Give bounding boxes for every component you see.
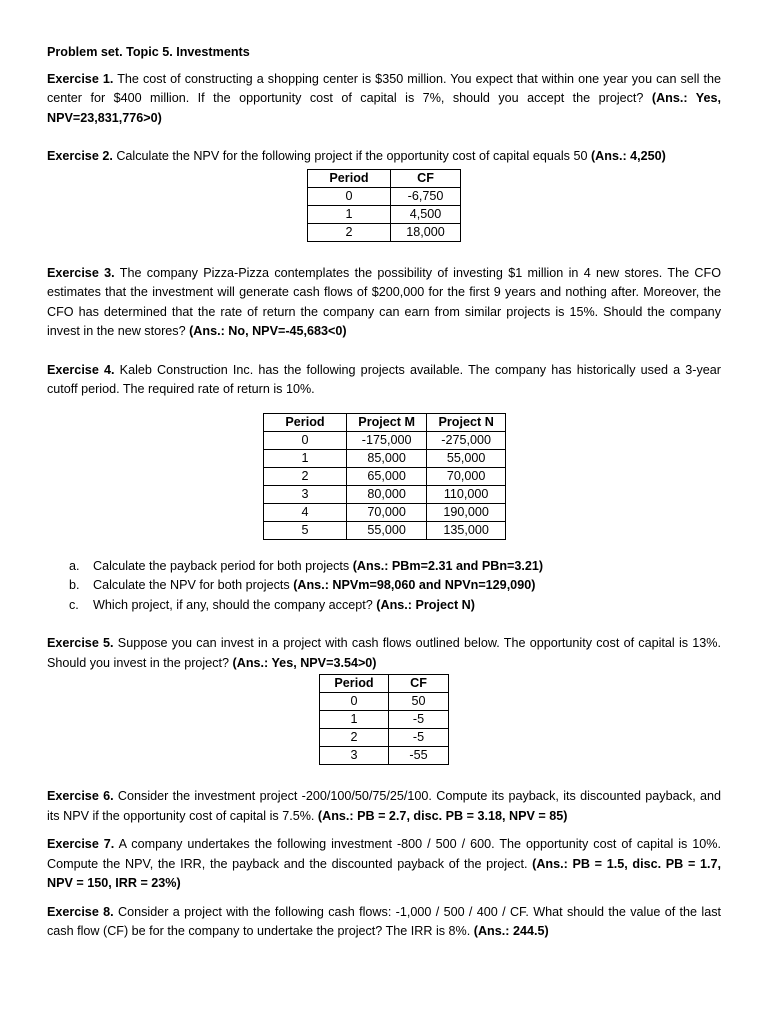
table-header-row <box>264 413 506 431</box>
table-row <box>264 449 506 467</box>
table-header-cell: Project N <box>427 413 506 431</box>
exercise-answer: (Ans.: Yes, NPV=23,831,776>0) <box>47 91 721 125</box>
exercise-text: The company Pizza-Pizza contemplates the possibility of investing $1 million in 4 new stores. The CFO estimates that the investment will generate cash flows of $200,000 for the first 9 years and nothing after. Moreover, the CFO has determined that the rate of return the company can earn from similar projects is 15%. Should the company invest in the new stores? <box>47 265 721 338</box>
table-cell: 0 <box>308 187 391 205</box>
list-item <box>69 596 721 616</box>
table-header-cell: CF <box>389 675 449 693</box>
exercise-1 <box>47 70 721 129</box>
exercise-2 <box>47 147 721 167</box>
exercise-4-table <box>263 413 506 540</box>
exercise-text: Consider the investment project -200/100/50/75/25/100. Compute its payback, its discounted payback, and its NPV if the opportunity cost of capital is 7.5%. <box>47 789 721 823</box>
table-row <box>308 187 461 205</box>
table-cell: -5 <box>389 711 449 729</box>
table-cell: 3 <box>320 747 389 765</box>
table-cell: 110,000 <box>427 485 506 503</box>
list-item-text: Which project, if any, should the company accept? <box>93 597 377 612</box>
table-cell: 80,000 <box>347 485 427 503</box>
table-cell: 18,000 <box>391 223 461 241</box>
exercise-answer: (Ans.: Yes, NPV=3.54>0) <box>232 655 377 670</box>
list-item-text: Calculate the payback period for both projects <box>93 558 353 573</box>
table-row <box>320 729 449 747</box>
table-cell: 4 <box>264 503 347 521</box>
table-header-cell: Period <box>320 675 389 693</box>
table-cell: 190,000 <box>427 503 506 521</box>
exercise-text: Suppose you can invest in a project with cash flows outlined below. The opportunity cost of capital is 13%. Should you invest in the project? <box>47 636 721 670</box>
table-row <box>264 431 506 449</box>
table-cell: 3 <box>264 485 347 503</box>
list-marker: b. <box>69 578 80 592</box>
exercise-answer: (Ans.: No, NPV=-45,683<0) <box>189 324 347 338</box>
table-cell: 4,500 <box>391 205 461 223</box>
exercise-answer: (Ans.: 4,250) <box>590 149 666 163</box>
table-cell: -5 <box>389 729 449 747</box>
table-cell: 70,000 <box>427 467 506 485</box>
table-cell: -275,000 <box>427 431 506 449</box>
list-item-answer: (Ans.: NPVm=98,060 and NPVn=129,090) <box>293 578 536 592</box>
table-cell: 55,000 <box>347 521 427 539</box>
exercise-label: Exercise 3. <box>47 265 115 280</box>
table-row <box>264 485 506 503</box>
exercise-label: Exercise 5. <box>47 636 114 650</box>
table-cell: 1 <box>308 205 391 223</box>
table-cell: 85,000 <box>347 449 427 467</box>
exercise-5-table <box>319 674 449 765</box>
exercise-label: Exercise 8. <box>47 904 114 919</box>
list-item-text: Calculate the NPV for both projects <box>93 578 294 592</box>
document-title: Problem set. Topic 5. Investments <box>47 45 250 59</box>
table-row <box>320 711 449 729</box>
table-cell: 0 <box>320 693 389 711</box>
table-header-row <box>320 675 449 693</box>
table-header-row <box>308 169 461 187</box>
table-cell: 0 <box>264 431 347 449</box>
table-header-cell: Period <box>308 169 391 187</box>
table-cell: 5 <box>264 521 347 539</box>
table-cell: 50 <box>389 693 449 711</box>
exercise-4 <box>47 361 721 400</box>
list-item-answer: (Ans.: Project N) <box>376 597 475 612</box>
exercise-answer: (Ans.: PB = 2.7, disc. PB = 3.18, NPV = 85) <box>317 808 568 823</box>
document-page <box>47 43 721 942</box>
table-cell: 55,000 <box>427 449 506 467</box>
table-row <box>320 747 449 765</box>
table-cell: 2 <box>264 467 347 485</box>
exercise-text: The cost of constructing a shopping center is $350 million. You expect that within one year you can sell the center for $400 million. If the opportunity cost of capital is 7%, should you accept the project? <box>47 71 721 105</box>
table-header-cell: Project M <box>347 413 427 431</box>
exercise-7 <box>47 835 721 894</box>
table-row <box>264 521 506 539</box>
table-row <box>264 503 506 521</box>
exercise-8 <box>47 903 721 942</box>
table-row <box>320 693 449 711</box>
table-cell: -6,750 <box>391 187 461 205</box>
table-cell: -175,000 <box>347 431 427 449</box>
exercise-label: Exercise 6. <box>47 789 114 803</box>
table-cell: 135,000 <box>427 521 506 539</box>
table-row <box>308 205 461 223</box>
table-cell: 70,000 <box>347 503 427 521</box>
exercise-label: Exercise 7. <box>47 837 115 851</box>
exercise-text: A company undertakes the following investment -800 / 500 / 600. The opportunity cost of capital is 10%. Compute the NPV, the IRR, the payback and the discounted payback of the project. <box>47 837 722 871</box>
list-marker: a. <box>69 558 80 573</box>
exercise-label: Exercise 1. <box>47 71 114 86</box>
list-item-answer: (Ans.: PBm=2.31 and PBn=3.21) <box>352 558 544 573</box>
exercise-answer: (Ans.: 244.5) <box>473 924 549 938</box>
exercise-text: Kaleb Construction Inc. has the following projects available. The company has historically used a 3-year cutoff period. The required rate of return is 10%. <box>47 362 721 396</box>
list-item <box>69 576 721 596</box>
table-cell: -55 <box>389 747 449 765</box>
table-header-cell: CF <box>391 169 461 187</box>
exercise-label: Exercise 2. <box>47 149 113 163</box>
table-cell: 1 <box>320 711 389 729</box>
list-marker: c. <box>69 597 79 612</box>
exercise-label: Exercise 4. <box>47 362 115 377</box>
list-item <box>69 557 721 577</box>
table-row <box>264 467 506 485</box>
exercise-5 <box>47 634 721 673</box>
exercise-text: Consider a project with the following cash flows: -1,000 / 500 / 400 / CF. What should the value of the last cash flow (CF) be for the company to undertake the project? The IRR is 8%. <box>47 904 721 938</box>
table-row <box>308 223 461 241</box>
table-cell: 2 <box>308 223 391 241</box>
exercise-4-questions <box>47 557 721 616</box>
exercise-3 <box>47 264 721 342</box>
table-cell: 1 <box>264 449 347 467</box>
table-cell: 65,000 <box>347 467 427 485</box>
exercise-text: Calculate the NPV for the following project if the opportunity cost of capital equals 50 <box>112 149 591 163</box>
exercise-answer: (Ans.: PB = 1.5, disc. PB = 1.7, NPV = 150, IRR = 23%) <box>47 856 721 890</box>
table-cell: 2 <box>320 729 389 747</box>
exercise-6 <box>47 787 721 826</box>
exercise-2-table <box>307 169 461 242</box>
table-header-cell: Period <box>264 413 347 431</box>
